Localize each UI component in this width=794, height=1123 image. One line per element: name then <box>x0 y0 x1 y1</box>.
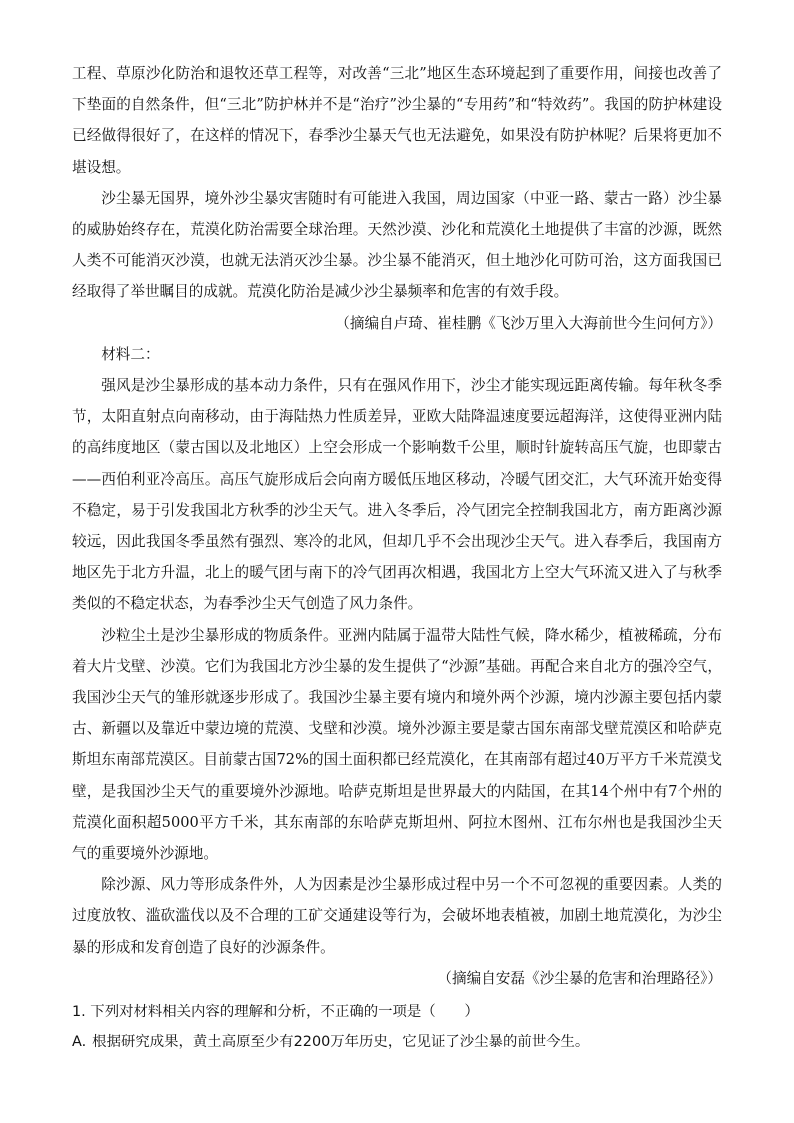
material2-paragraph-3: 除沙源、风力等形成条件外，人为因素是沙尘暴形成过程中另一个不可忽视的重要因素。人类的过度放牧、滥砍滥伐以及不合理的工矿交通建设等行为，会破坏地表植被，加剧土地荒漠化，为沙尘暴的形成和发育创造了良好的沙源条件。 <box>72 876 722 956</box>
option-a-label: A. <box>72 1034 87 1051</box>
material2-paragraph-2: 沙粒尘土是沙尘暴形成的物质条件。亚洲内陆属于温带大陆性气候，降水稀少，植被稀疏，分布着大片戈壁、沙漠。它们为我国北方沙尘暴的发生提供了“沙源”基础。再配合来自北方的强冷空气，我国沙尘天气的雏形就逐步形成了。我国沙尘暴主要有境内和境外两个沙源，境内沙源主要包括内蒙古、新疆以及靠近中蒙边境的荒漠、戈壁和沙漠。境外沙源主要是蒙古国东南部戈壁荒漠区和哈萨克斯坦东南部荒漠区。目前蒙古国72%的国土面积都已经荒漠化，在其南部有超过40万平方千米荒漠戈壁，是我国沙尘天气的重要境外沙源地。哈萨克斯坦是世界最大的内陆国，在其14个州中有7个州的荒漠化面积超5000平方千米，其东南部的东哈萨克斯坦州、阿拉木图州、江布尔州也是我国沙尘天气的重要境外沙源地。 <box>72 626 722 863</box>
material1-paragraph-2: 沙尘暴无国界，境外沙尘暴灾害随时有可能进入我国，周边国家（中亚一路、蒙古一路）沙尘暴的威胁始终存在，荒漠化防治需要全球治理。天然沙漠、沙化和荒漠化土地提供了丰富的沙源，既然人类不可能消灭沙漠，也就无法消灭沙尘暴。沙尘暴不能消灭，但土地沙化可防可治，这方面我国已经取得了举世瞩目的成就。荒漠化防治是减少沙尘暴频率和危害的有效手段。 <box>72 189 722 301</box>
material1-paragraph-1: 工程、草原沙化防治和退牧还草工程等，对改善“三北”地区生态环境起到了重要作用，间接也改善了下垫面的自然条件，但“三北”防护林并不是“治疗”沙尘暴的“专用药”和“特效药”。我国的防护林建设已经做得很好了，在这样的情况下，春季沙尘暴天气也无法避免，如果没有防护林呢？后果将更加不堪设想。 <box>72 65 722 176</box>
material1-source: （摘编自卢琦、崔桂鹏《飞沙万里入大海前世今生问何方》） <box>335 314 722 332</box>
material2-source: （摘编自安磊《沙尘暴的危害和治理路径》） <box>437 969 722 987</box>
document-page <box>72 58 722 1056</box>
material2-heading: 材料二： <box>101 345 160 363</box>
option-a-text: 根据研究成果，黄土高原至少有2200万年历史，它见证了沙尘暴的前世今生。 <box>92 1034 590 1051</box>
question-1-stem: 1. 下列对材料相关内容的理解和分析，不正确的一项是（ ） <box>72 1004 479 1021</box>
question-1-option-a[interactable] <box>72 1028 722 1056</box>
material2-paragraph-1: 强风是沙尘暴形成的基本动力条件，只有在强风作用下，沙尘才能实现远距离传输。每年秋冬季节，太阳直射点向南移动，由于海陆热力性质差异，亚欧大陆降温速度要远超海洋，这使得亚洲内陆的高纬度地区（蒙古国以及北地区）上空会形成一个影响数千公里，顺时针旋转高压气旋，也即蒙古——西伯利亚冷高压。高压气旋形成后会向南方暖低压地区移动，冷暖气团交汇，大气环流开始变得不稳定，易于引发我国北方秋季的沙尘天气。进入冬季后，冷气团完全控制我国北方，南方距离沙源较远，因此我国冬季虽然有强烈、寒冷的北风，但却几乎不会出现沙尘天气。进入春季后，我国南方地区先于北方升温，北上的暖气团与南下的冷气团再次相遇，我国北方上空大气环流又进入了与秋季类似的不稳定状态，为春季沙尘天气创造了风力条件。 <box>72 377 722 613</box>
